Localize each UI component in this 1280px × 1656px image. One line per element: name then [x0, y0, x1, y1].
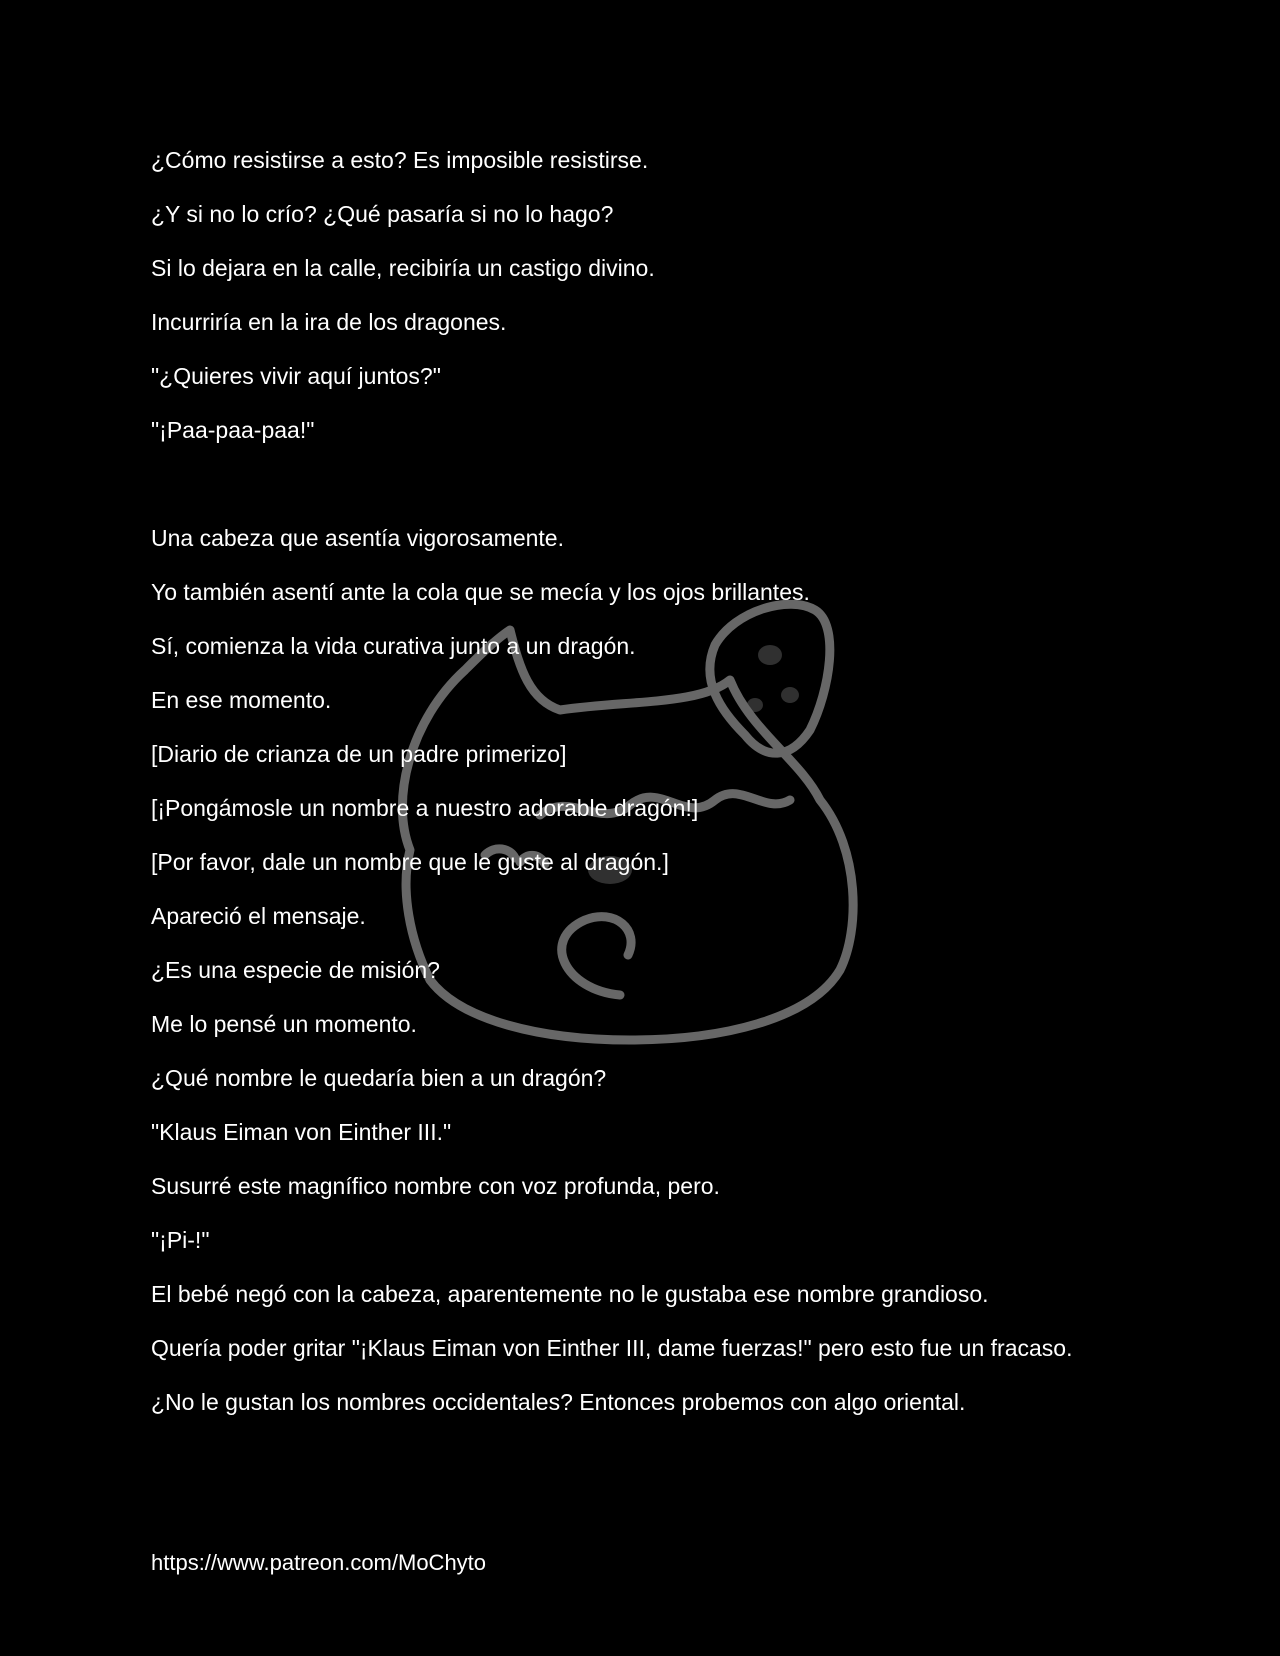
- system-message: [¡Pongámosle un nombre a nuestro adorable dragón!]: [151, 795, 699, 821]
- paragraph: "¡Paa-paa-paa!": [151, 417, 315, 443]
- system-message: [Por favor, dale un nombre que le guste al dragón.]: [151, 849, 669, 875]
- paragraph: ¿Es una especie de misión?: [151, 957, 440, 983]
- paragraph: ¿Qué nombre le quedaría bien a un dragón?: [151, 1065, 607, 1091]
- paragraph: "¡Pi-!": [151, 1227, 210, 1253]
- paragraph: Apareció el mensaje.: [151, 903, 366, 929]
- paragraph: ¿No le gustan los nombres occidentales? Entonces probemos con algo oriental.: [151, 1389, 966, 1415]
- paragraph: Susurré este magnífico nombre con voz profunda, pero.: [151, 1173, 720, 1199]
- patreon-link[interactable]: https://www.patreon.com/MoChyto: [151, 1550, 487, 1575]
- paragraph: ¿Y si no lo crío? ¿Qué pasaría si no lo hago?: [151, 201, 614, 227]
- paragraph: Sí, comienza la vida curativa junto a un dragón.: [151, 633, 636, 659]
- paragraph: Quería poder gritar "¡Klaus Eiman von Einther III, dame fuerzas!" pero esto fue un fracaso.: [151, 1335, 1073, 1361]
- system-message: [Diario de crianza de un padre primerizo]: [151, 741, 567, 767]
- paragraph: Me lo pensé un momento.: [151, 1011, 417, 1037]
- paragraph: "¿Quieres vivir aquí juntos?": [151, 363, 441, 389]
- paragraph: Si lo dejara en la calle, recibiría un castigo divino.: [151, 255, 655, 281]
- paragraph: ¿Cómo resistirse a esto? Es imposible resistirse.: [151, 147, 649, 173]
- story-text: [151, 145, 1091, 1441]
- paragraph: En ese momento.: [151, 687, 332, 713]
- paragraph: Incurriría en la ira de los dragones.: [151, 309, 507, 335]
- paragraph: "Klaus Eiman von Einther III.": [151, 1119, 452, 1145]
- paragraph: Una cabeza que asentía vigorosamente.: [151, 525, 564, 551]
- paragraph: Yo también asentí ante la cola que se mecía y los ojos brillantes.: [151, 579, 810, 605]
- paragraph: El bebé negó con la cabeza, aparentemente no le gustaba ese nombre grandioso.: [151, 1281, 989, 1307]
